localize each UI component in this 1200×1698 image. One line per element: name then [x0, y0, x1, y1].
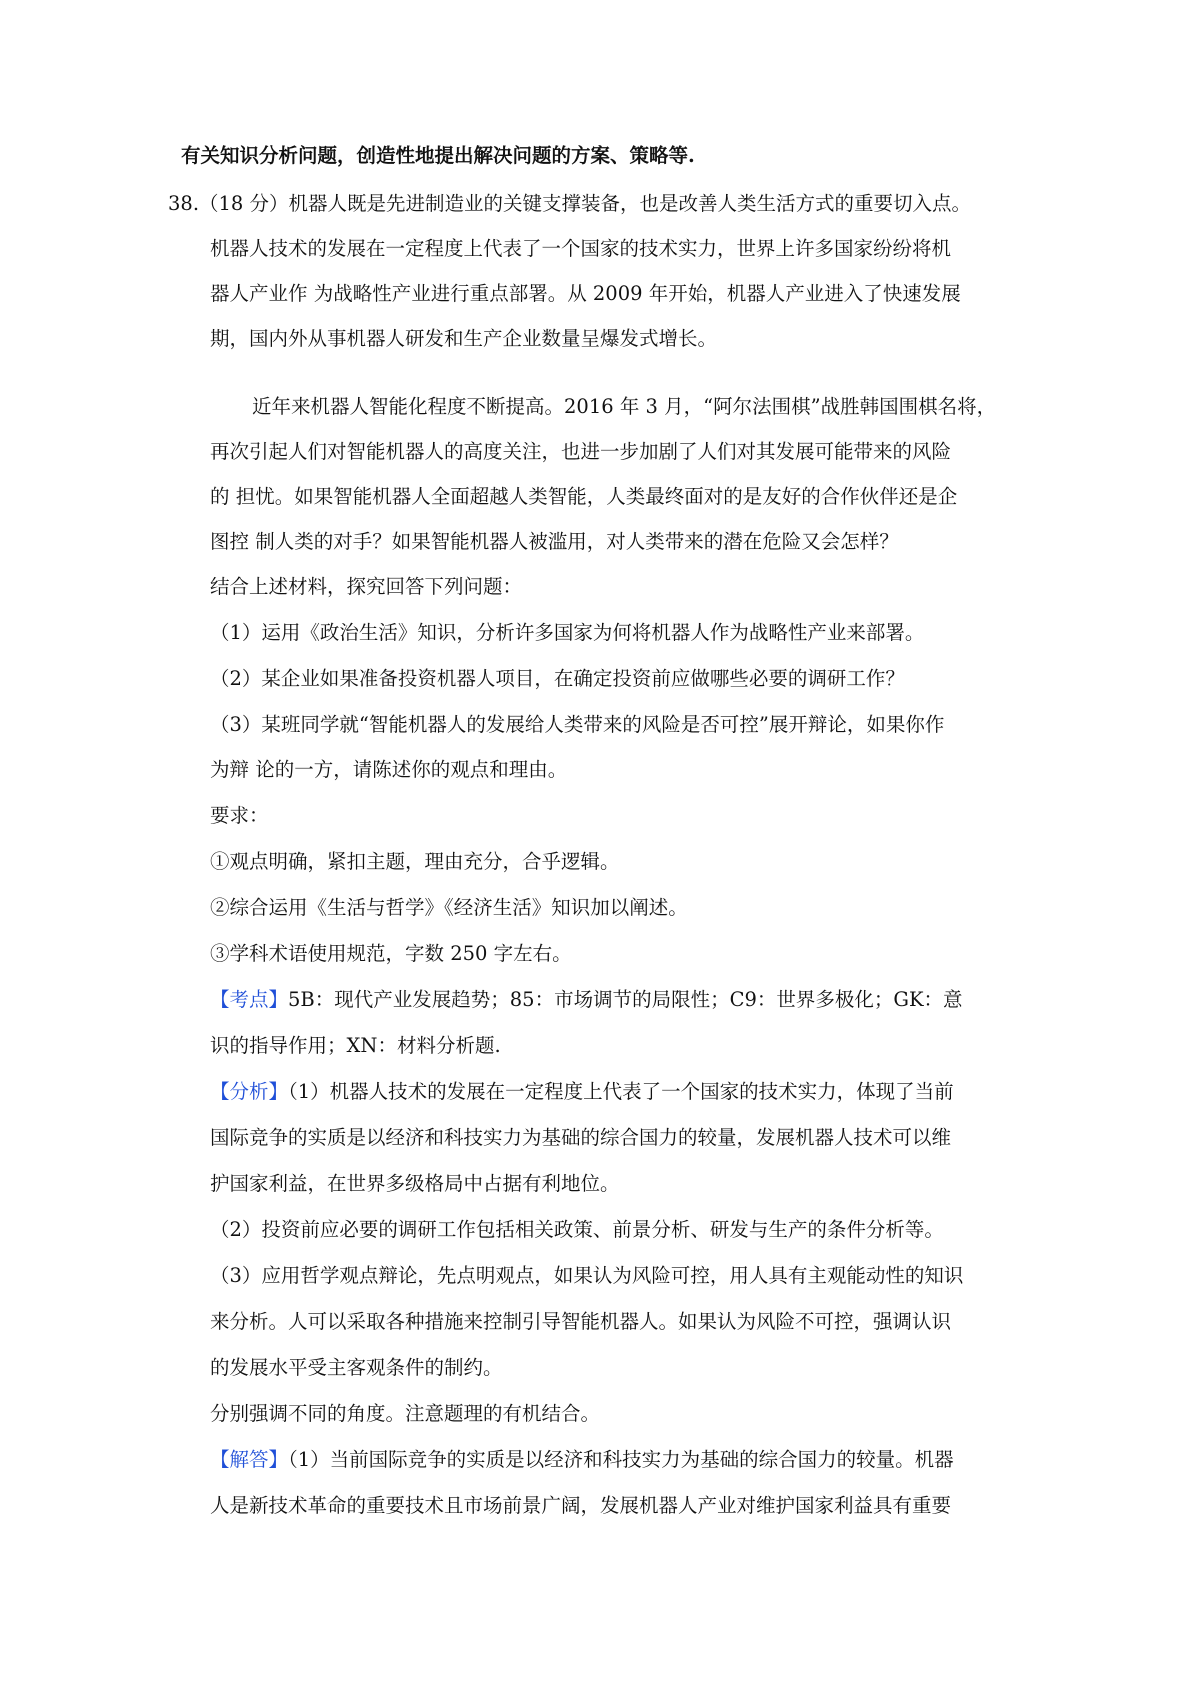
question-score: （18 分）	[199, 192, 289, 215]
question-para2-line2: 再次引起人们对智能机器人的高度关注，也进一步加剧了人们对其发展可能带来的风险	[210, 440, 952, 463]
kaodian-line2: 识的指导作用；XN：材料分析题.	[210, 1034, 501, 1057]
question-para2-line3: 的 担忧。如果智能机器人全面超越人类智能，人类最终面对的是友好的合作伙伴还是企	[210, 485, 958, 508]
question-para1-line4: 期，国内外从事机器人研发和生产企业数量呈爆发式增长。	[210, 327, 718, 350]
fenxi-line3: 护国家利益，在世界多级格局中占据有利地位。	[210, 1172, 620, 1195]
fenxi-line6: 来分析。人可以采取各种措施来控制引导智能机器人。如果认为风险不可控，强调认识	[210, 1310, 952, 1333]
question-para2-line4: 图控 制人类的对手？如果智能机器人被滥用，对人类带来的潜在危险又会怎样？	[210, 530, 899, 553]
requirement-2: ②综合运用《生活与哲学》《经济生活》知识加以阐述。	[210, 896, 688, 919]
jieda-text-1: （1）当前国际竞争的实质是以经济和科技实力为基础的综合国力的较量。机器	[288, 1448, 954, 1471]
jieda-line2: 人是新技术革命的重要技术且市场前景广阔，发展机器人产业对维护国家利益具有重要	[210, 1494, 952, 1517]
sub-question-3-line2: 为辩 论的一方，请陈述你的观点和理由。	[210, 758, 568, 781]
question-para2-line1: 近年来机器人智能化程度不断提高。2016 年 3 月，“阿尔法围棋”战胜韩国围棋名将，	[252, 395, 997, 418]
fenxi-line7: 的发展水平受主客观条件的制约。	[210, 1356, 503, 1379]
sub-question-3-line1: （3）某班同学就“智能机器人的发展给人类带来的风险是否可控”展开辩论，如果你作	[210, 713, 945, 736]
question-para1-line2: 机器人技术的发展在一定程度上代表了一个国家的技术实力，世界上许多国家纷纷将机	[210, 237, 952, 260]
sub-question-2: （2）某企业如果准备投资机器人项目，在确定投资前应做哪些必要的调研工作？	[210, 667, 905, 690]
fenxi-line2: 国际竞争的实质是以经济和科技实力为基础的综合国力的较量，发展机器人技术可以维	[210, 1126, 952, 1149]
kaodian-tag: 【考点】	[210, 988, 289, 1011]
fenxi-line5: （3）应用哲学观点辩论，先点明观点，如果认为风险可控，用人具有主观能动性的知识	[210, 1264, 964, 1287]
kaodian-line1	[210, 987, 963, 1013]
question-number: 38.	[168, 192, 200, 215]
requirements-title: 要求：	[210, 804, 269, 827]
jieda-line1	[210, 1447, 954, 1473]
intro-line: 有关知识分析问题，创造性地提出解决问题的方案、策略等.	[181, 144, 695, 167]
question-para1-line3: 器人产业作 为战略性产业进行重点部署。从 2009 年开始，机器人产业进入了快速发展	[210, 282, 961, 305]
kaodian-text-1: 5B：现代产业发展趋势；85：市场调节的局限性；C9：世界多极化；GK：意	[288, 988, 963, 1011]
fenxi-line4: （2）投资前应必要的调研工作包括相关政策、前景分析、研发与生产的条件分析等。	[210, 1218, 944, 1241]
fenxi-text-1: （1）机器人技术的发展在一定程度上代表了一个国家的技术实力，体现了当前	[288, 1080, 954, 1103]
fenxi-line8: 分别强调不同的角度。注意题理的有机结合。	[210, 1402, 601, 1425]
sub-question-1: （1）运用《政治生活》知识，分析许多国家为何将机器人作为战略性产业来部署。	[210, 621, 925, 644]
question-para1-line1: 机器人既是先进制造业的关键支撑装备，也是改善人类生活方式的重要切入点。	[288, 192, 972, 215]
fenxi-tag: 【分析】	[210, 1080, 289, 1103]
jieda-tag: 【解答】	[210, 1448, 289, 1471]
requirement-1: ①观点明确，紧扣主题，理由充分，合乎逻辑。	[210, 850, 620, 873]
question-prompt: 结合上述材料，探究回答下列问题：	[210, 575, 523, 598]
fenxi-line1	[210, 1079, 954, 1105]
requirement-3: ③学科术语使用规范，字数 250 字左右。	[210, 942, 572, 965]
question-38-header	[168, 191, 971, 217]
